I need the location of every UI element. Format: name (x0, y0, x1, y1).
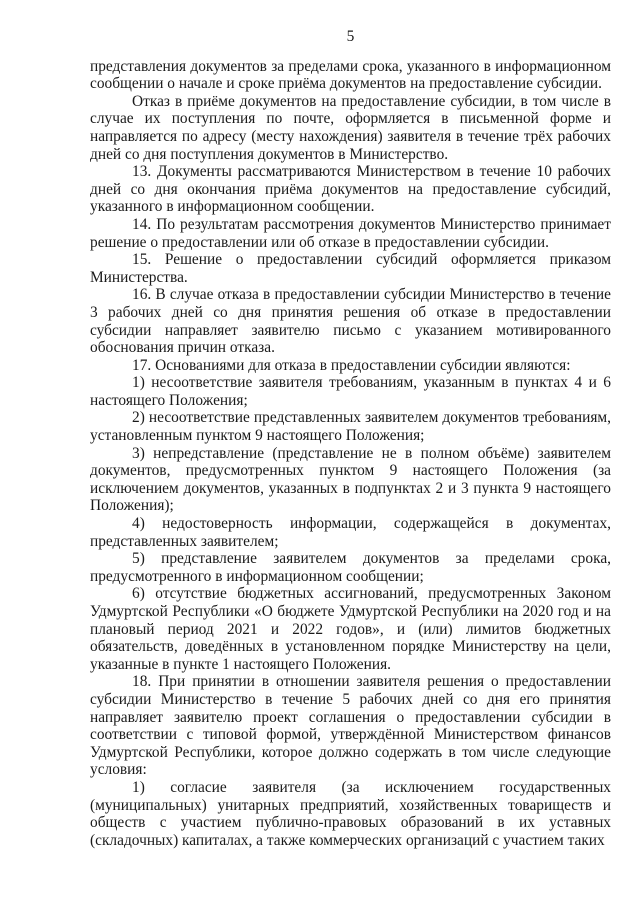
paragraph-item-13: 13. Документы рассматриваются Министерством в течение 10 рабочих дней со дня окончания приёма документов на предоставление субсидий, указанного в информационном сообщении. (90, 163, 611, 216)
paragraph: представления документов за пределами срока, указанного в информационном сообщении о начале и сроке приёма документов на предоставление субсидии. (90, 57, 611, 93)
document-page (90, 28, 611, 849)
subitem-17-6: 6) отсутствие бюджетных ассигнований, предусмотренных Законом Удмуртской Республики «О бюджете Удмуртской Республики на 2020 год и на плановый период 2021 и 2022 годов», и (или) лимитов бюджетных обязательств, доведённых в установленном порядке Министерству на цели, указанные в пункте 1 настоящего Положения. (90, 585, 611, 673)
document-body (90, 58, 611, 850)
page-number: 5 (346, 28, 355, 45)
subitem-17-2: 2) несоответствие представленных заявителем документов требованиям, установленным пунктом 9 настоящего Положения; (90, 409, 611, 445)
paragraph-item-16: 16. В случае отказа в предоставлении субсидии Министерство в течение 3 рабочих дней со дня принятия решения об отказе в предоставлении субсидии направляет заявителю письмо с указанием мотивированного обоснования причин отказа. (90, 286, 611, 357)
paragraph-item-17: 17. Основаниями для отказа в предоставлении субсидии являются: (132, 356, 571, 374)
subitem-18-1: 1) согласие заявителя (за исключением государственных (муниципальных) унитарных предприятий, хозяйственных товариществ и обществ с участием публично-правовых образований в их уставных (складочных) капиталах, а также коммерческих организаций с участием таких (90, 778, 611, 849)
subitem-17-5: 5) представление заявителем документов за пределами срока, предусмотренного в информационном сообщении; (90, 550, 611, 585)
subitem-17-4: 4) недостоверность информации, содержащейся в документах, представленных заявителем; (90, 515, 611, 550)
paragraph-item-15: 15. Решение о предоставлении субсидий оформляется приказом Министерства. (90, 251, 611, 286)
paragraph-item-18: 18. При принятии в отношении заявителя решения о предоставлении субсидии Министерство в течение 5 рабочих дней со дня его принятия направляет заявителю проект соглашения о предоставлении субсидии в соответствии с типовой формой, утверждённой Министерством финансов Удмуртской Республики, которое должно содержать в том числе следующие условия: (90, 673, 611, 779)
subitem-17-1: 1) несоответствие заявителя требованиям, указанным в пунктах 4 и 6 настоящего Положения; (90, 374, 611, 409)
paragraph: Отказ в приёме документов на предоставление субсидии, в том числе в случае их поступления по почте, оформляется в письменной форме и направляется по адресу (месту нахождения) заявителя в течение трёх рабочих дней со дня поступления документов в Министерство. (90, 92, 611, 163)
subitem-17-3: 3) непредставление (представление не в полном объёме) заявителем документов, предусмотренных пунктом 9 настоящего Положения (за исключением документов, указанных в подпунктах 2 и 3 пункта 9 настоящего Положения); (90, 444, 611, 515)
paragraph-item-14: 14. По результатам рассмотрения документов Министерство принимает решение о предоставлении или об отказе в предоставлении субсидии. (90, 215, 611, 251)
